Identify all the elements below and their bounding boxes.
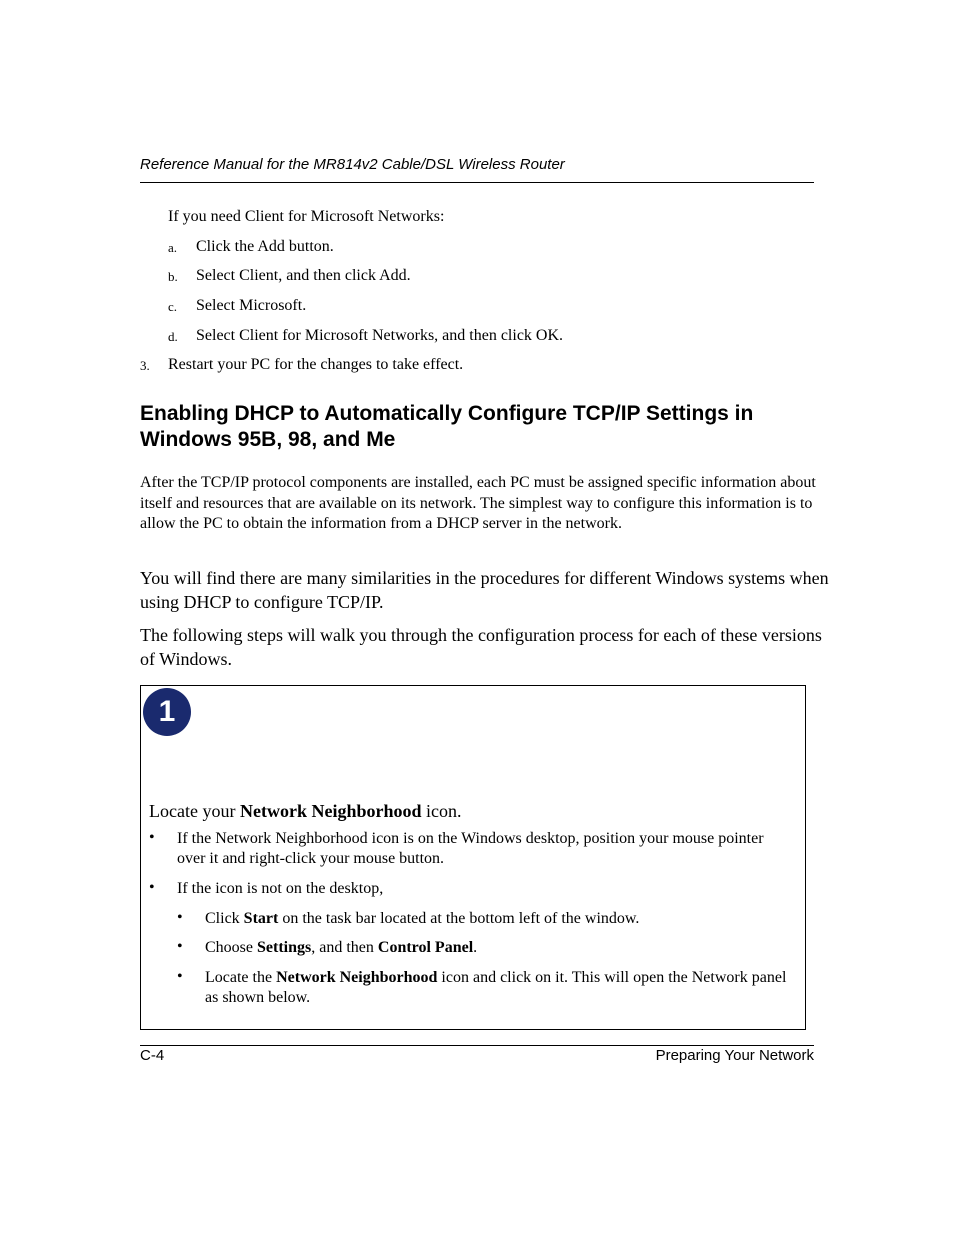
bullet-2-text: If the icon is not on the desktop, — [177, 880, 384, 897]
section-heading-line2: Windows 95B, 98, and Me — [140, 428, 396, 451]
sub-bullet-3-marker: • — [177, 968, 183, 985]
paragraph-intro: After the TCP/IP protocol components are installed, each PC must be assigned specific information about itself and resources that are available on its network. The simplest way to configure this information is to allow the PC to obtain the information from a DHCP server in the network. — [140, 474, 816, 532]
sub-bullet-1-marker: • — [177, 909, 183, 926]
substep-b-marker: b. — [168, 269, 178, 284]
sub2-pre: Choose — [205, 939, 257, 956]
sub1-post: on the task bar located at the bottom left of the window. — [278, 910, 640, 927]
sub2-bold2: Control Panel — [377, 939, 474, 956]
running-header-title: Reference Manual for the MR814v2 Cable/DSL Wireless Router — [140, 156, 565, 173]
sub-bullet-1-text — [205, 909, 639, 929]
step-number-badge: 1 — [143, 688, 191, 736]
header-rule — [140, 182, 814, 183]
footer-page-number: C-4 — [140, 1047, 165, 1064]
substep-c-marker: c. — [168, 299, 178, 314]
section-heading — [140, 401, 830, 453]
locate-pre: Locate your — [149, 801, 240, 821]
sub1-bold: Start — [243, 910, 279, 927]
sub3-bold: Network Neighborhood — [276, 969, 438, 986]
footer-rule — [140, 1045, 814, 1046]
sub2-bold1: Settings — [257, 939, 312, 956]
substep-a-marker: a. — [168, 240, 178, 255]
bullet-1-text: If the Network Neighborhood icon is on the Windows desktop, position your mouse pointer over it and right-click your mouse button. — [177, 830, 764, 867]
locate-post: icon. — [421, 801, 462, 821]
bullet-1-marker: • — [149, 829, 155, 846]
sub-bullet-3-text — [205, 968, 795, 1008]
substep-a-text: Click the Add button. — [196, 238, 334, 255]
sub3-post: icon and click on it. This will open the Network panel as shown below. — [205, 969, 787, 1006]
substep-c-text: Select Microsoft. — [196, 297, 307, 314]
sub1-pre: Click — [205, 910, 244, 927]
sub2-mid: , and then — [311, 939, 378, 956]
paragraph-following-steps: The following steps will walk you through the configuration process for each of these versions of Windows. — [140, 625, 822, 669]
locate-bold: Network Neighborhood — [239, 801, 422, 821]
substep-b-text: Select Client, and then click Add. — [196, 267, 411, 284]
step3-marker: 3. — [140, 358, 150, 373]
intro-lead: If you need Client for Microsoft Networks: — [168, 208, 445, 225]
substep-d-text: Select Client for Microsoft Networks, and then click OK. — [196, 327, 564, 344]
section-heading-line1: Enabling DHCP to Automatically Configure TCP/IP Settings in — [140, 402, 754, 425]
sub2-post: . — [473, 939, 478, 956]
paragraph-similarities: You will find there are many similarities in the procedures for different Windows systems when using DHCP to configure TCP/IP. — [140, 568, 829, 612]
substep-d-marker: d. — [168, 329, 178, 344]
sub-bullet-2-marker: • — [177, 938, 183, 955]
step3-text: Restart your PC for the changes to take effect. — [168, 356, 464, 373]
sub3-pre: Locate the — [205, 969, 277, 986]
locate-instruction — [149, 800, 461, 822]
bullet-2-marker: • — [149, 879, 155, 896]
sub-bullet-2-text — [205, 938, 477, 958]
footer-section-title: Preparing Your Network — [655, 1047, 814, 1064]
